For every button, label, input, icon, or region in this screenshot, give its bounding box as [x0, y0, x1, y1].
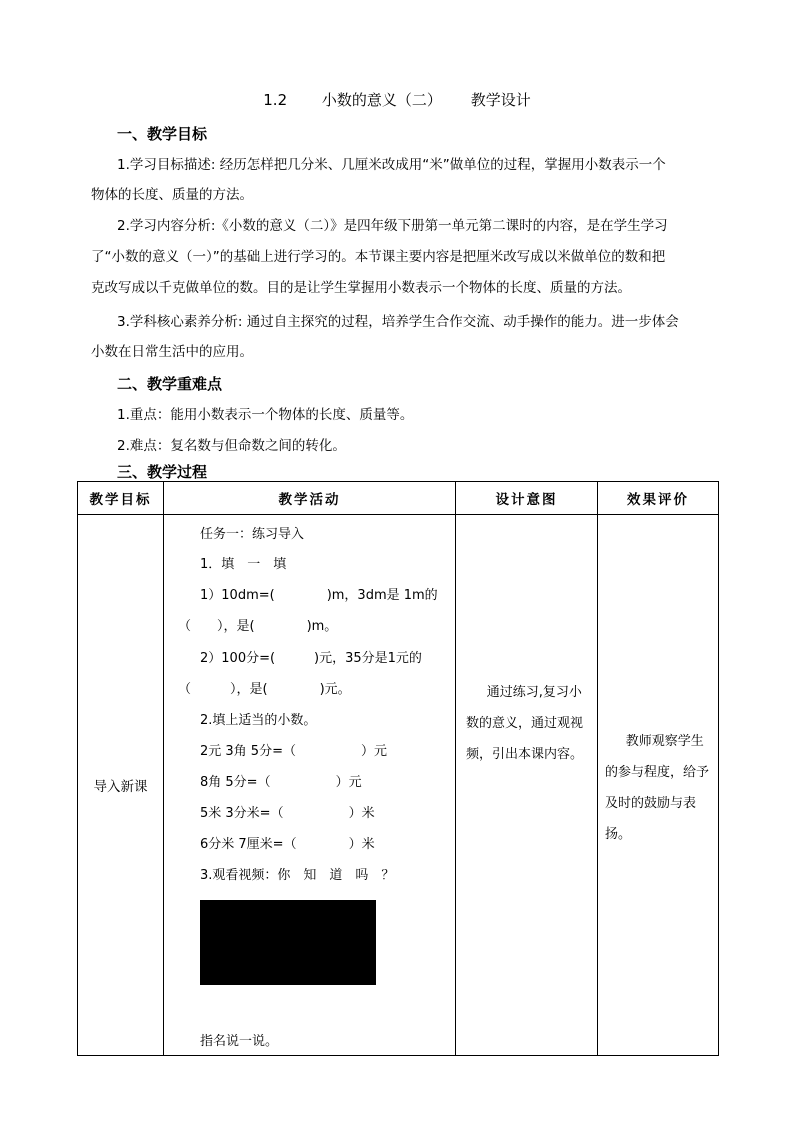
activity-line: （ ），是( )m。: [178, 619, 338, 634]
activity-line: 1）10dm=( )m，3dm是 1m的: [200, 588, 438, 603]
table-row: [78, 515, 719, 1056]
header-activity: 教学活动: [164, 482, 456, 515]
header-design: 设计意图: [456, 482, 598, 515]
activity-line: （ ），是( )元。: [178, 682, 351, 697]
header-goal: 教学目标: [78, 482, 164, 515]
video-placeholder[interactable]: [200, 900, 376, 985]
activity-line: 任务一：练习导入: [200, 527, 305, 542]
activity-line: 2）100分=( )元，35分是1元的: [200, 651, 422, 666]
activity-line: 8角 5分=（ ）元: [200, 775, 362, 790]
section-heading-objectives: 一、教学目标: [117, 125, 208, 143]
title-suffix: 教学设计: [470, 91, 531, 109]
section-heading-key-points: 二、教学重难点: [117, 375, 223, 393]
table-header-row: [78, 482, 719, 515]
evaluation-cell: [598, 515, 719, 1056]
objective-2-line-1: 2.学习内容分析:《小数的意义（二）》是四年级下册第一单元第二课时的内容，是在学生学习: [117, 218, 668, 234]
activity-line: 6分米 7厘米=（ ）米: [200, 837, 375, 852]
activity-line: 2元 3角 5分=（ ）元: [200, 744, 387, 759]
objective-2-line-2: 了“小数的意义（一）”的基础上进行学习的。本节课主要内容是把厘米改写成以米做单位的数和把: [91, 249, 666, 265]
activity-line: 3.观看视频：你 知 道 吗 ？: [200, 868, 395, 883]
title-number: 1.2: [263, 91, 288, 109]
activity-line: 1．填 一 填: [200, 557, 287, 572]
goal-cell: 导入新课: [78, 515, 164, 1056]
objective-2-line-3: 克改写成以千克做单位的数。目的是让学生掌握用小数表示一个物体的长度、质量的方法。: [91, 280, 631, 296]
document-title: [0, 89, 794, 110]
objective-1-line-2: 物体的长度、质量的方法。: [91, 187, 253, 203]
key-point: 1.重点：能用小数表示一个物体的长度、质量等。: [117, 407, 414, 423]
objective-1-line-1: 1.学习目标描述: 经历怎样把几分米、几厘米改成用“米”做单位的过程，掌握用小数表示一个: [117, 157, 666, 173]
activity-line: 2.填上适当的小数。: [200, 713, 317, 728]
evaluation-text: 教师观察学生的参与程度，给予及时的鼓励与表扬。: [605, 734, 710, 842]
objective-3-line-1: 3.学科核心素养分析: 通过自主探究的过程，培养学生合作交流、动手操作的能力。进一步体会: [117, 314, 679, 330]
objective-3-line-2: 小数在日常生活中的应用。: [91, 344, 253, 360]
lesson-process-table: [77, 481, 719, 1056]
design-cell: [456, 515, 598, 1056]
section-heading-process: 三、教学过程: [117, 463, 208, 481]
header-evaluation: 效果评价: [598, 482, 719, 515]
activity-cell: [164, 515, 456, 1056]
activity-line: 指名说一说。: [200, 1034, 279, 1049]
difficult-point: 2.难点：复名数与但命数之间的转化。: [117, 438, 346, 454]
design-intent-text: 通过练习,复习小数的意义，通过观视频，引出本课内容。: [466, 685, 584, 762]
title-main: 小数的意义（二）: [321, 91, 442, 109]
activity-line: 5米 3分米=（ ）米: [200, 806, 375, 821]
